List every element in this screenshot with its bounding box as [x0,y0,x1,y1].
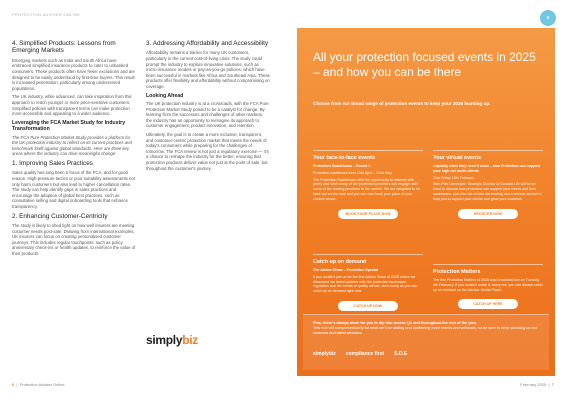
box-body: The Protection Roadshows offer the opportunity to network with peers and meet many of the protection providers and engage with some of the leading providers in the market. We are delighted to be back out on the road and you can now book your place at your chosen venue. [313,177,421,201]
box-title: Your face-to-face events [313,155,376,161]
virtual-events [433,150,543,219]
paragraph: Affordability remains a barrier for many UK customers, particularly in the current cost-of-living crisis. The study could prompt the industry to explore innovative solutions, such as micro-insurance models or pay-as-you-go policies, which have been successful in markets like Africa and Southeast Asia. These products offer flexibility and affordability without compromising on coverage. [146,50,270,89]
paragraph: Emerging markets such as India and South Africa have embraced simplified insurance products to cater to unbanked consumers. These products often have fewer exclusions and are designed to be easily understood by first-time buyers. This result is increased penetration, particularly among underserved populations. [12,57,135,91]
masthead: PROTECTION ADVISER ONLINE [12,12,81,17]
heading-affordability: 3. Addressing Affordability and Accessibility [146,40,269,47]
page-number: 6 [12,382,15,387]
box-line: Protection roadshows from 23rd April – 22nd May [313,170,392,175]
article-column-2 [146,40,270,174]
paragraph: Sales quality has long been a focus of the FCA, and for good reason. High-pressure tactics or poor suitability assessments not only harm customers but also lead to higher cancellation rates. The study can help identify gaps in sales practices and encourage the adoption of global best practices, such as consultative selling and digital onboarding tools that enhance transparency. [12,170,135,209]
box-body: If you couldn't join us for the first Advice Show of 2025 where we discussed the latest updates with the protection landscape, regulation and the trends of quality advice, don't worry as you can catch up on demand right now. [313,274,418,294]
box-line: Liquidity when they need it most – how Protection can support your high net worth clients [433,164,541,173]
heading-sales-practices: 1. Improving Sales Practices [12,159,93,167]
book-place-button[interactable]: BOOK YOUR PLACE NOW [338,209,398,219]
article-column-1 [12,40,136,259]
box-title: Protection Matters [433,269,481,275]
box-title: Your virtual events [433,155,482,161]
stripe-text: Plus, there's always more for you to dip into across Q1 and throughout the rest of the year. This hub will comprehensively list what we'll be adding and confirming more events and webinars, so be sure to keep checking on our channels and latest websites. [313,321,538,335]
issue-date: February 2025 [520,382,547,387]
paragraph: The UK industry, while advanced, can take inspiration from this approach to reach younger or more price-sensitive customers. Simplified policies with transparent terms can make protection more accessible and appealing to a wider audience. [12,94,132,117]
sponsor-logo: simplybiz [313,351,336,357]
heading-simplified-products: 4. Simplified Products: Lessons from Emerging Markets [12,40,116,55]
paragraph: Ultimately, the goal is to create a more inclusive, transparent, and customer-centric protection market that meets the needs of today's consumers while preparing for the challenges of tomorrow. The FCA review is not just a regulatory exercise — it's a chance to reshape the industry for the better, ensuring that protection products deliver value not just at the point of sale, but throughout the customer's journey. [146,131,269,171]
sponsor-logo: S.D.E [394,351,408,357]
close-icon[interactable]: × [540,10,556,26]
paragraph: The FCA Pure Protection Market Study provides a platform for the UK protection industry to reflect on its current practices and benchmark itself against global standards. Here are three key areas where the industry can drive meaningful change: [12,134,132,157]
face-to-face-events [313,150,423,219]
events-subtitle: Choose from our broad range of protection events to keep your 2025 learning up. [313,101,491,106]
events-panel [297,28,555,376]
catch-up-on-demand [313,254,423,311]
simplybiz-logo: simplybiz [146,333,198,347]
box-line: 21st Friday 16th February [433,175,475,180]
sponsor-logos [313,351,407,357]
catch-up-now-button[interactable]: CATCH UP NOW [338,301,398,311]
paragraph: The UK protection industry is at a crossroads, with the FCA Pure Protection Market Study poised to be a catalyst for change. By learning from the successes and challenges of other markets, the industry has an opportunity to reimagine its approach to customer engagement, product innovation, and retention. [146,100,269,129]
heading-customer-centricity: 2. Enhancing Customer-Centricity [12,212,108,220]
heading-looking-ahead: Looking Ahead [146,92,184,99]
events-title: All your protection focused events in 2025 – and how you can be there [313,50,536,79]
box-body: Sam Pike Developer, Strategic Director at Canada Life will be on hand to discuss how protection can support your clients and their businesses, plus the role of later life lending and a referral service to help you to support your clients and grow your business. [433,182,542,201]
heading-fca-study: Leveraging the FCA Market Study for Industry Transformation [12,119,126,133]
protection-matters [433,264,543,309]
catch-up-here-button[interactable]: CATCH UP HERE [458,299,518,309]
page-number: 7 [551,382,554,387]
register-button[interactable]: REGISTER NOW [458,209,518,219]
publication-name: Protection Adviser Online [19,382,65,387]
box-line: The Advice Show – Protection Special [313,268,378,272]
sponsor-logo: compliance first [345,351,385,357]
box-line: Protection Roadshows – Round 1 [313,164,371,168]
paragraph: The study is likely to shed light on how well insurers are meeting customer needs post-sale. Drawing from international examples, UK insurers can focus on creating personalised customer journeys. This includes regular touchpoints, such as policy anniversary check-ins or health updates, to reinforce the value of their products. [12,222,136,256]
footer-right: February 2025 | 7 [520,382,554,387]
more-events-stripe [303,314,549,370]
footer-left: 6 | Protection Adviser Online [12,382,65,387]
box-title: Catch up on demand [313,259,367,265]
box-body: The first Protection Matters of 2025 was broadcast live on Tuesday 4th February. If you couldn't make it, worry not, you can always catch up on demand on the Adviser Media Player. [433,278,543,292]
